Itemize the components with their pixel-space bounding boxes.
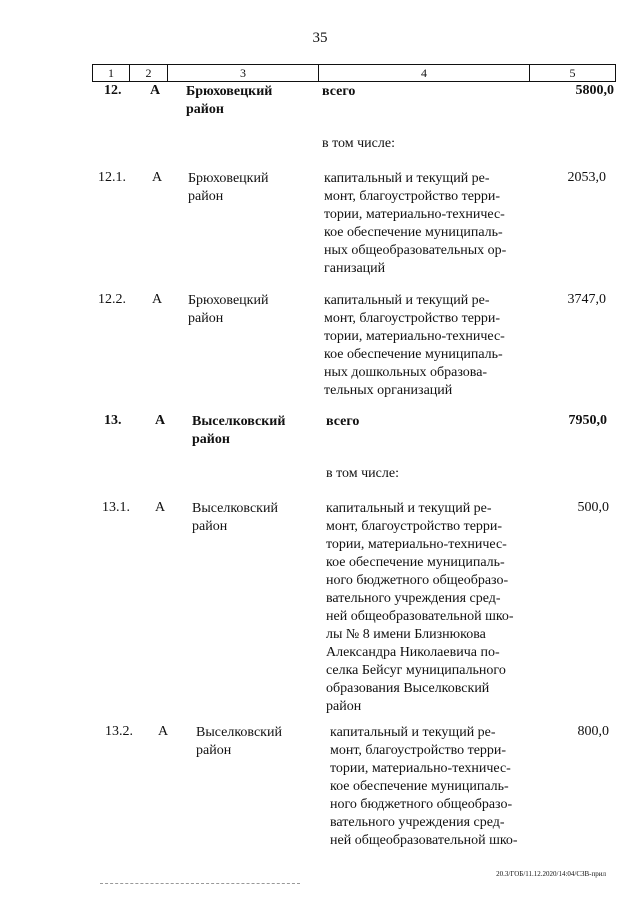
footer-divider: [100, 883, 300, 884]
description-line: кое обеспечение муниципаль-: [330, 779, 509, 794]
description-line: ных дошкольных образова-: [324, 365, 488, 380]
row-number: 12.1.: [98, 170, 126, 185]
description-line: вательного учреждения сред-: [326, 591, 501, 606]
district-name: [192, 500, 278, 536]
description-line: монт, благоустройство терри-: [330, 743, 507, 758]
description: [322, 83, 528, 101]
column-header-3: 3: [168, 65, 319, 81]
row-type: А: [150, 83, 161, 98]
district-name-line: Брюховецкий: [186, 84, 273, 99]
description-line: Александра Николаевича по-: [326, 645, 500, 660]
description: [324, 170, 530, 278]
description-line: кое обеспечение муниципаль-: [326, 555, 505, 570]
district-name-line: Брюховецкий: [188, 171, 269, 186]
amount-value: 500,0: [577, 500, 609, 515]
district-name-line: Выселковский: [196, 725, 282, 740]
row-number: 13.1.: [102, 500, 130, 515]
description-line: монт, благоустройство терри-: [324, 189, 501, 204]
district-name: [188, 170, 268, 206]
district-name-line: район: [188, 311, 224, 326]
row-number: 12.: [104, 83, 122, 98]
description-line: капитальный и текущий ре-: [326, 501, 492, 516]
district-name: [192, 413, 285, 449]
description-line: лы № 8 имени Близнюкова: [326, 627, 486, 642]
column-header-4: 4: [319, 65, 530, 81]
description-line: ного бюджетного общеобразо-: [326, 573, 509, 588]
description-line: кое обеспечение муниципаль-: [324, 225, 503, 240]
row-type: А: [155, 413, 166, 428]
district-name-line: район: [192, 432, 230, 447]
description-line: ного бюджетного общеобразо-: [330, 797, 513, 812]
description: [326, 413, 532, 431]
description: [324, 292, 530, 400]
amount-value: 800,0: [577, 724, 609, 739]
district-name-line: район: [188, 189, 224, 204]
amount-value: 5800,0: [575, 83, 614, 98]
description: [326, 500, 532, 716]
description-line: тории, материально-техничес-: [324, 207, 505, 222]
row-type: А: [152, 292, 163, 307]
column-header-2: 2: [130, 65, 168, 81]
description-line: ней общеобразовательной шко-: [326, 609, 514, 624]
row-type: А: [155, 500, 166, 515]
district-name: [188, 292, 268, 328]
description-line: монт, благоустройство терри-: [324, 311, 501, 326]
description-line: вательного учреждения сред-: [330, 815, 505, 830]
description-line: образования Выселковский: [326, 681, 490, 696]
description-line: тории, материально-техничес-: [330, 761, 511, 776]
description-line: всего: [326, 414, 360, 429]
district-name-line: Выселковский: [192, 414, 286, 429]
district-name: [186, 83, 272, 119]
description-line: монт, благоустройство терри-: [326, 519, 503, 534]
district-name-line: Выселковский: [192, 501, 278, 516]
subtitle-text: в том числе:: [322, 136, 395, 151]
footer-code: 20.3/ГОБ/11.12.2020/14:04/СЗВ-прил: [496, 870, 606, 878]
row-type: А: [152, 170, 163, 185]
column-header-1: 1: [93, 65, 130, 81]
description-line: кое обеспечение муниципаль-: [324, 347, 503, 362]
row-number: 12.2.: [98, 292, 126, 307]
description-line: тельных организаций: [324, 383, 453, 398]
description-line: район: [326, 699, 362, 714]
column-header-row: [92, 64, 616, 82]
description-line: селка Бейсуг муниципального: [326, 663, 506, 678]
row-number: 13.: [104, 413, 122, 428]
description-line: ных общеобразовательных ор-: [324, 243, 507, 258]
subtitle-text: в том числе:: [326, 466, 399, 481]
district-name: [196, 724, 282, 760]
row-number: 13.2.: [105, 724, 133, 739]
district-name-line: район: [196, 743, 232, 758]
row-type: А: [158, 724, 169, 739]
description: [330, 724, 536, 850]
district-name-line: район: [192, 519, 228, 534]
description-line: ганизаций: [324, 261, 386, 276]
district-name-line: район: [186, 102, 224, 117]
district-name-line: Брюховецкий: [188, 293, 269, 308]
description-line: капитальный и текущий ре-: [324, 293, 490, 308]
column-header-5: 5: [569, 66, 576, 80]
description-line: тории, материально-техничес-: [326, 537, 507, 552]
amount-value: 7950,0: [568, 413, 607, 428]
amount-value: 3747,0: [567, 292, 606, 307]
description-line: капитальный и текущий ре-: [330, 725, 496, 740]
description-line: всего: [322, 84, 356, 99]
description-line: ней общеобразовательной шко-: [330, 833, 518, 848]
page-number: 35: [312, 30, 328, 46]
description-line: капитальный и текущий ре-: [324, 171, 490, 186]
description-line: тории, материально-техничес-: [324, 329, 505, 344]
amount-value: 2053,0: [567, 170, 606, 185]
